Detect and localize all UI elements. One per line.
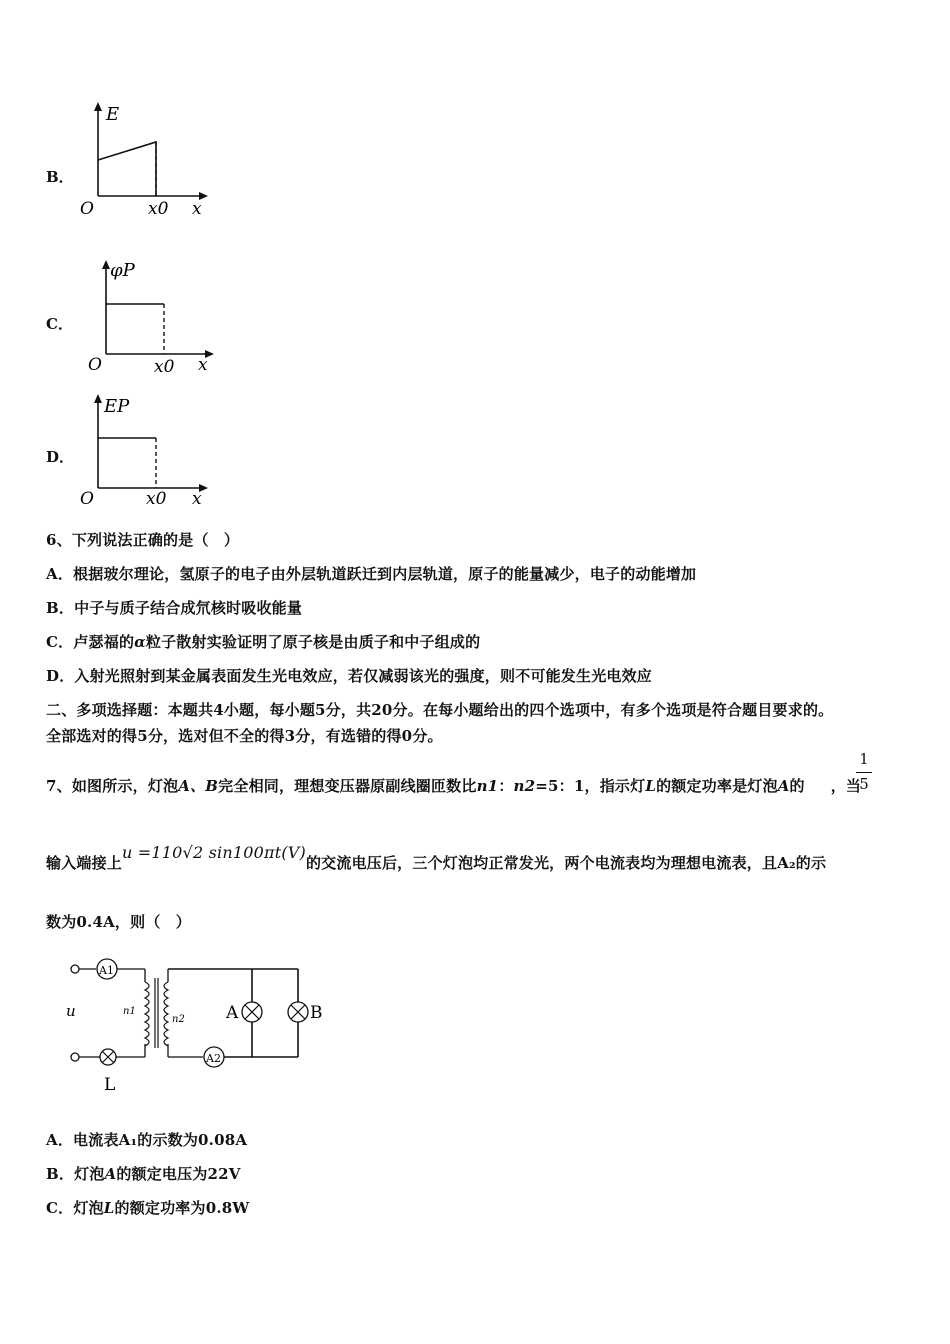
primary-coil [145, 982, 149, 1046]
graph-b-ylabel: E [106, 104, 120, 125]
q7-option-a: A．电流表A₁的示数为0.08A [46, 1131, 248, 1149]
q7-line3: 数为0.4A，则（ ） [46, 913, 191, 931]
q7-option-c: C．灯泡L的额定功率为0.8W [46, 1199, 250, 1217]
option-b-label: B． [46, 168, 74, 186]
fraction-denominator: 5 [859, 775, 869, 793]
label-n2: n2 [172, 1014, 185, 1025]
alpha-symbol: α [134, 633, 146, 651]
q6-option-b: B．中子与质子结合成氘核时吸收能量 [46, 599, 303, 617]
graph-c-ylabel: φP [110, 260, 135, 281]
graph-b-origin: O [80, 199, 94, 219]
graph-c-x0: x0 [154, 357, 175, 377]
section2-line1: 二、多项选择题：本题共4小题，每小题5分，共20分。在每小题给出的四个选项中，有多个选项是符合题目要求的。 [46, 701, 834, 719]
label-n1: n1 [123, 1006, 136, 1017]
graph-d-xlabel: x [192, 489, 202, 509]
q6-option-a: A．根据玻尔理论，氢原子的电子由外层轨道跃迁到内层轨道，原子的能量减少，电子的动能增加 [46, 565, 697, 583]
graph-c-origin: O [88, 355, 102, 375]
label-lamp-b: B [310, 1003, 323, 1023]
graph-d-x0: x0 [146, 489, 167, 509]
label-lamp-a: A [226, 1003, 239, 1023]
fraction-one-fifth [856, 750, 872, 793]
voltage-formula: u =110√2 sin100πt(V) [122, 843, 306, 862]
q6-stem: 6、下列说法正确的是（ ） [46, 531, 240, 549]
label-u: u [66, 1002, 76, 1020]
label-lamp-l: L [104, 1075, 116, 1094]
q6-option-c: C．卢瑟福的α粒子散射实验证明了原子核是由质子和中子组成的 [46, 633, 481, 651]
ammeter-a2-label: A2 [206, 1052, 221, 1065]
graph-d-origin: O [80, 489, 94, 509]
graph-d [76, 390, 216, 510]
graph-b-xlabel: x [192, 199, 202, 219]
q7-option-b: B．灯泡A的额定电压为22V [46, 1165, 241, 1183]
secondary-coil [164, 982, 168, 1046]
section2-line2: 全部选对的得5分，选对但不全的得3分，有选错的得0分。 [46, 727, 443, 745]
graph-b-x0: x0 [148, 199, 169, 219]
option-c-label: C． [46, 315, 73, 333]
q7-line2: 输入端接上u =110√2 sin100πt(V)的交流电压后，三个灯泡均正常发光，两个电流表均为理想电流表，且A₂的示 [46, 843, 827, 872]
q7-line1: 7、如图所示，灯泡A、B完全相同，理想变压器原副线圈匝数比n1：n2=5：1，指示灯L的额定功率是灯泡A的 ，当 [46, 777, 862, 795]
input-terminal-bottom [71, 1053, 79, 1061]
input-terminal-top [71, 965, 79, 973]
graph-d-ylabel: EP [104, 396, 130, 417]
graph-c-xlabel: x [198, 355, 208, 375]
transformer-circuit [60, 952, 340, 1094]
graph-c [84, 254, 224, 378]
option-d-label: D． [46, 448, 75, 466]
fraction-numerator: 1 [859, 750, 869, 768]
graph-b [76, 96, 216, 224]
ammeter-a1-label: A1 [99, 964, 114, 977]
q6-option-d: D．入射光照射到某金属表面发生光电效应，若仅减弱该光的强度，则不可能发生光电效应 [46, 667, 653, 685]
